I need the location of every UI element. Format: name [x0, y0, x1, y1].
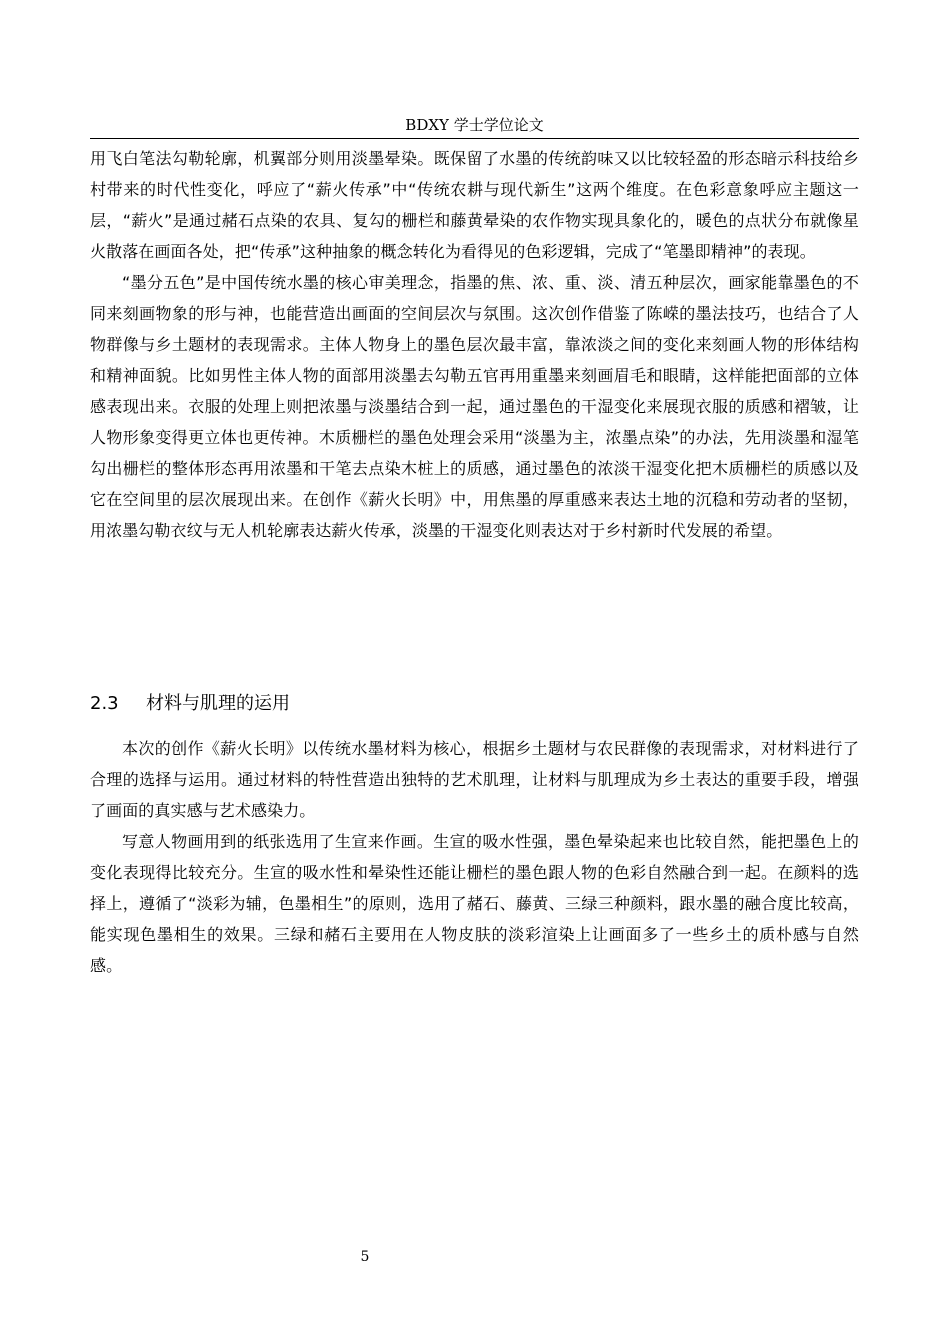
- body-text-top: [90, 143, 859, 546]
- paragraph-paper-pigments: 写意人物画用到的纸张选用了生宣来作画。生宣的吸水性强，墨色晕染起来也比较自然，能把墨色上的变化表现得比较充分。生宣的吸水性和晕染性还能让栅栏的墨色跟人物的色彩自然融合到一起。在颜料的选择上，遵循了“淡彩为辅，色墨相生”的原则，选用了赭石、藤黄、三绿三种颜料，跟水墨的融合度比较高，能实现色墨相生的效果。三绿和赭石主要用在人物皮肤的淡彩渲染上让画面多了一些乡土的质朴感与自然感。: [90, 832, 859, 975]
- paragraph-ink-levels: “墨分五色”是中国传统水墨的核心审美理念，指墨的焦、浓、重、淡、清五种层次，画家能靠墨色的不同来刻画物象的形与神，也能营造出画面的空间层次与氛围。这次创作借鉴了陈嵘的墨法技巧，也结合了人物群像与乡土题材的表现需求。主体人物身上的墨色层次最丰富，靠浓淡之间的变化来刻画人物的形体结构和精神面貌。比如男性主体人物的面部用淡墨去勾勒五官再用重墨来刻画眉毛和眼睛，这样能把面部的立体感表现出来。衣服的处理上则把浓墨与淡墨结合到一起，通过墨色的干湿变化来展现衣服的质感和褶皱，让人物形象变得更立体也更传神。木质栅栏的墨色处理会采用“淡墨为主，浓墨点染”的办法，先用淡墨和湿笔勾出栅栏的整体形态再用浓墨和干笔去点染木桩上的质感，通过墨色的浓淡干湿变化把木质栅栏的质感以及它在空间里的层次展现出来。在创作《薪火长明》中，用焦墨的厚重感来表达土地的沉稳和劳动者的坚韧，用浓墨勾勒衣纹与无人机轮廓表达薪火传承，淡墨的干湿变化则表达对于乡村新时代发展的希望。: [90, 273, 859, 540]
- paragraph-continued: 用飞白笔法勾勒轮廓，机翼部分则用淡墨晕染。既保留了水墨的传统韵味又以比较轻盈的形态暗示科技给乡村带来的时代性变化，呼应了“薪火传承”中“传统农耕与现代新生”这两个维度。在色彩意象呼应主题这一层，“薪火”是通过赭石点染的农具、复勾的栅栏和藤黄晕染的农作物实现具象化的，暖色的点状分布就像星火散落在画面各处，把“传承”这种抽象的概念转化为看得见的色彩逻辑，完成了“笔墨即精神”的表现。: [90, 149, 859, 261]
- page-number: 5: [360, 1249, 370, 1265]
- paragraph-materials-intro: 本次的创作《薪火长明》以传统水墨材料为核心，根据乡土题材与农民群像的表现需求，对材料进行了合理的选择与运用。通过材料的特性营造出独特的艺术肌理，让材料与肌理成为乡土表达的重要手段，增强了画面的真实感与艺术感染力。: [90, 739, 859, 820]
- header-divider: [90, 138, 859, 139]
- page-header-title: BDXY 学士学位论文: [405, 116, 544, 134]
- section-title: 材料与肌理的运用: [146, 693, 290, 714]
- section-number: 2.3: [90, 693, 119, 714]
- section-heading: [90, 689, 859, 719]
- body-text-bottom: [90, 733, 859, 981]
